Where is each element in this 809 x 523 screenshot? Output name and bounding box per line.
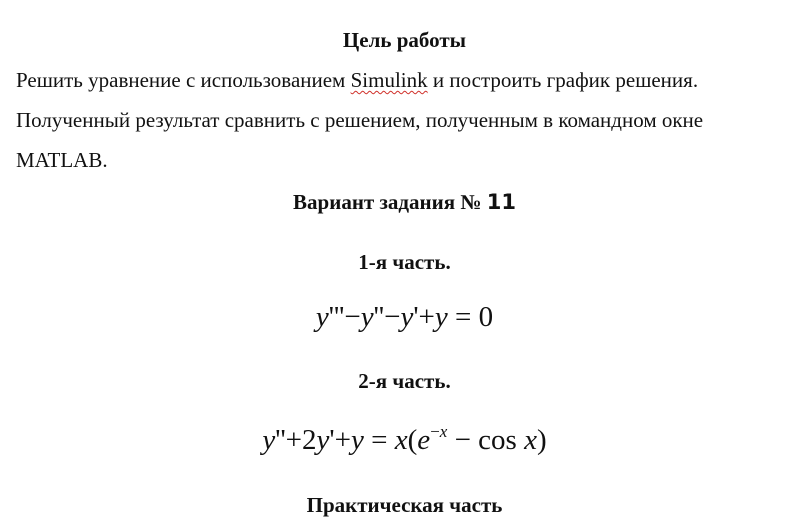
- variant-label: Вариант задания №: [293, 190, 487, 214]
- goal-paragraph-line-1: [16, 68, 698, 93]
- part2-heading: 2-я часть.: [358, 369, 451, 393]
- variant-number: 11: [486, 190, 516, 214]
- goal-paragraph-line-2: Полученный результат сравнить с решением, полученным в командном окне: [16, 108, 704, 132]
- variant-heading: [0, 190, 809, 215]
- spellcheck-word-simulink[interactable]: Simulink: [350, 68, 428, 92]
- practical-heading: Практическая часть: [306, 493, 503, 517]
- goal-heading: Цель работы: [342, 28, 467, 52]
- equation-2: $y''+2y'+y = x(e^{-x} - \cos x)$: [262, 422, 547, 456]
- part1-heading: 1-я часть.: [358, 250, 451, 274]
- goal-line1-after: и построить график решения.: [427, 68, 699, 92]
- equation-1: y'''−y''−y'+y = 0: [315, 301, 494, 333]
- goal-paragraph-line-3: MATLAB.: [16, 148, 108, 172]
- goal-line1-before: Решить уравнение с использованием: [16, 68, 351, 92]
